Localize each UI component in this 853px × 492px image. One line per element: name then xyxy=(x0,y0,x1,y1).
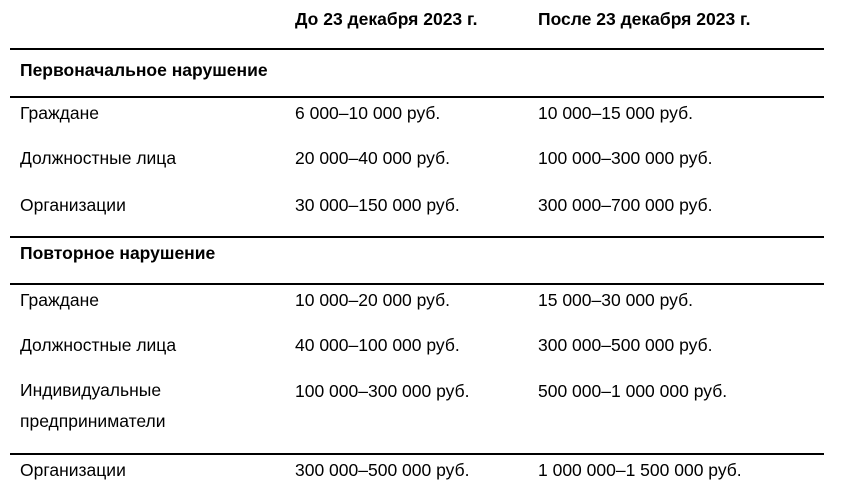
fines-table xyxy=(10,0,824,492)
row-after: 1 000 000–1 500 000 руб. xyxy=(538,460,742,480)
row-subject: Граждане xyxy=(20,290,100,310)
row-before: 40 000–100 000 руб. xyxy=(295,335,460,355)
table-row xyxy=(10,376,824,453)
row-after: 100 000–300 000 руб. xyxy=(538,148,713,168)
table-row xyxy=(10,143,824,190)
table-row xyxy=(10,190,824,236)
section-title-row xyxy=(10,236,824,283)
table-row xyxy=(10,96,824,143)
row-subject: Организации xyxy=(20,460,126,480)
row-after: 300 000–500 000 руб. xyxy=(538,335,713,355)
row-before: 6 000–10 000 руб. xyxy=(295,103,441,123)
header-before: До 23 декабря 2023 г. xyxy=(295,9,478,29)
row-subject: Граждане xyxy=(20,103,100,123)
row-subject: Должностные лица xyxy=(20,335,177,355)
row-before: 100 000–300 000 руб. xyxy=(295,381,470,401)
row-after: 300 000–700 000 руб. xyxy=(538,195,713,215)
row-after: 500 000–1 000 000 руб. xyxy=(538,381,728,401)
header-after: После 23 декабря 2023 г. xyxy=(538,9,751,29)
table-row xyxy=(10,283,824,330)
row-before: 20 000–40 000 руб. xyxy=(295,148,451,168)
row-after: 10 000–15 000 руб. xyxy=(538,103,694,123)
section-title-repeat: Повторное нарушение xyxy=(20,243,216,263)
row-subject: Индивидуальные предприниматели xyxy=(20,380,166,431)
row-before: 10 000–20 000 руб. xyxy=(295,290,451,310)
table-header-row xyxy=(10,0,824,48)
row-subject: Должностные лица xyxy=(20,148,177,168)
row-after: 15 000–30 000 руб. xyxy=(538,290,694,310)
row-before: 30 000–150 000 руб. xyxy=(295,195,460,215)
row-subject: Организации xyxy=(20,195,126,215)
section-title-initial: Первоначальное нарушение xyxy=(20,60,268,80)
row-before: 300 000–500 000 руб. xyxy=(295,460,470,480)
table-row xyxy=(10,330,824,376)
section-title-row xyxy=(10,48,824,96)
table-row xyxy=(10,453,824,490)
